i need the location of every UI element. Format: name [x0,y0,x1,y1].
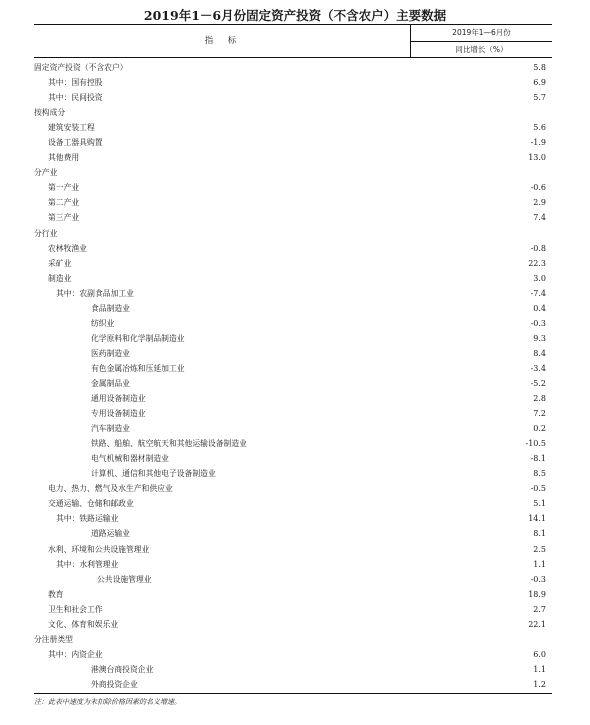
table-row [34,602,552,617]
row-value: 7.2 [533,409,546,419]
row-value: -8.1 [530,454,546,464]
period-column-header: 2019年1—6月份 [411,25,552,42]
row-label: 外商投资企业 [91,679,138,689]
table-row [34,662,552,677]
table-row [34,406,552,421]
table-row [34,557,552,572]
row-label: 交通运输、仓储和邮政业 [48,499,134,509]
row-value: 22.3 [528,258,546,268]
row-label: 教育 [48,589,64,599]
row-label: 有色金属冶炼和压延加工业 [91,363,185,373]
row-value: 1.1 [533,664,546,674]
table-row [34,286,552,301]
indicator-column-header: 指 标 [204,36,240,46]
table-row [34,105,552,120]
row-label: 化学原料和化学制品制造业 [91,333,185,343]
table-row [34,647,552,662]
table-row [34,677,552,692]
row-label: 汽车制造业 [91,424,130,434]
row-label: 农林牧渔业 [48,243,87,253]
row-value: 7.4 [533,213,546,223]
row-label: 按构成分 [34,108,66,118]
table-row [34,210,552,225]
footnote: 注：此表中速度为未扣除价格因素的名义增速。 [34,698,181,706]
table-row [34,165,552,180]
row-label: 固定资产投资（不含农户） [34,63,128,72]
table-row [34,90,552,105]
table-row [34,361,552,376]
row-label: 分产业 [34,168,58,178]
row-value: 3.0 [533,273,546,283]
row-label: 计算机、通信和其他电子设备制造业 [91,469,216,479]
row-value: 5.1 [533,499,546,509]
row-label: 分行业 [34,228,58,238]
table-row [34,195,552,210]
row-value: -1.9 [530,138,546,148]
row-value: 8.5 [533,469,546,479]
row-value: 5.7 [533,93,546,103]
row-label: 食品制造业 [91,303,130,313]
table-row [34,256,552,271]
row-label: 采矿业 [48,258,72,268]
row-value: 2.7 [533,604,546,614]
table-row [34,150,552,165]
row-label: 通用设备制造业 [91,394,146,404]
row-label: 第一产业 [48,183,80,193]
row-value: 9.3 [533,333,546,343]
row-label: 专用设备制造业 [91,409,146,419]
row-label: 其中：内资企业 [48,649,103,659]
row-label: 医药制造业 [91,348,130,358]
unit-column-header: 同比增长（%） [455,45,508,54]
row-value: 22.1 [528,619,546,629]
table-body [34,58,552,692]
row-label: 其他费用 [48,153,80,163]
row-label: 分注册类型 [34,634,73,644]
row-label: 第二产业 [48,198,80,208]
table-row [34,632,552,647]
table-row [34,60,552,75]
row-value: 13.0 [528,153,546,163]
row-value: -0.6 [530,183,546,193]
table-row [34,135,552,150]
row-value: 1.1 [533,559,546,569]
table-row [34,481,552,496]
row-value: 2.5 [533,544,546,554]
row-value: 14.1 [528,514,546,524]
table-row [34,316,552,331]
table-row [34,511,552,526]
row-label: 其中：铁路运输业 [56,514,119,524]
row-label: 道路运输业 [91,529,130,539]
row-value: 8.4 [533,348,546,358]
table-row [34,617,552,632]
row-label: 制造业 [48,273,72,283]
table-row [34,542,552,557]
table-row [34,587,552,602]
row-label: 其中：水利管理业 [56,559,119,569]
row-value: -0.8 [530,243,546,253]
row-label: 卫生和社会工作 [48,604,103,614]
table-row [34,241,552,256]
row-value: 5.6 [533,123,546,133]
row-label: 铁路、船舶、航空航天和其他运输设备制造业 [91,439,247,449]
row-value: 2.9 [533,198,546,208]
table-row [34,526,552,541]
row-label: 纺织业 [91,318,115,328]
table-row [34,346,552,361]
row-label: 其中：民间投资 [48,93,103,103]
table-header [34,24,552,58]
row-value: 0.4 [533,303,546,313]
row-value: -0.3 [530,574,546,584]
row-value: -0.3 [530,318,546,328]
row-value: 0.2 [533,424,546,434]
table-row [34,451,552,466]
row-label: 其中：农副食品加工业 [56,288,134,298]
row-label: 第三产业 [48,213,80,223]
row-value: 8.1 [533,529,546,539]
table-row [34,331,552,346]
table-row [34,226,552,241]
row-label: 其中：国有控股 [48,78,103,88]
table-row [34,75,552,90]
data-table [34,24,552,694]
row-value: 18.9 [528,589,546,599]
table-row [34,301,552,316]
table-row [34,391,552,406]
row-value: 6.0 [533,649,546,659]
table-row [34,421,552,436]
row-value: -0.5 [530,484,546,494]
row-label: 公共设施管理业 [97,574,152,584]
row-label: 金属制品业 [91,378,130,388]
row-label: 设备工器具购置 [48,138,103,148]
row-value: 6.9 [533,78,546,88]
table-row [34,496,552,511]
table-row [34,466,552,481]
row-label: 文化、体育和娱乐业 [48,619,119,629]
table-row [34,436,552,451]
table-row [34,180,552,195]
row-value: 1.2 [533,679,546,689]
row-label: 水利、环境和公共设施管理业 [48,544,150,554]
row-value: 2.8 [533,394,546,404]
row-label: 电力、热力、燃气及水生产和供应业 [48,484,173,494]
table-row [34,120,552,135]
row-value: -7.4 [530,288,546,298]
row-label: 电气机械和器材制造业 [91,454,169,464]
row-label: 建筑安装工程 [48,123,95,133]
table-row [34,572,552,587]
row-value: 5.8 [533,63,546,72]
row-value: -10.5 [525,439,546,449]
table-row [34,271,552,286]
table-row [34,376,552,391]
row-value: -5.2 [530,378,546,388]
table-bottom-rule [34,693,552,694]
page-title: 2019年1－6月份固定资产投资（不含农户）主要数据 [143,8,447,23]
row-label: 港澳台商投资企业 [91,664,154,674]
row-value: -3.4 [530,363,546,373]
